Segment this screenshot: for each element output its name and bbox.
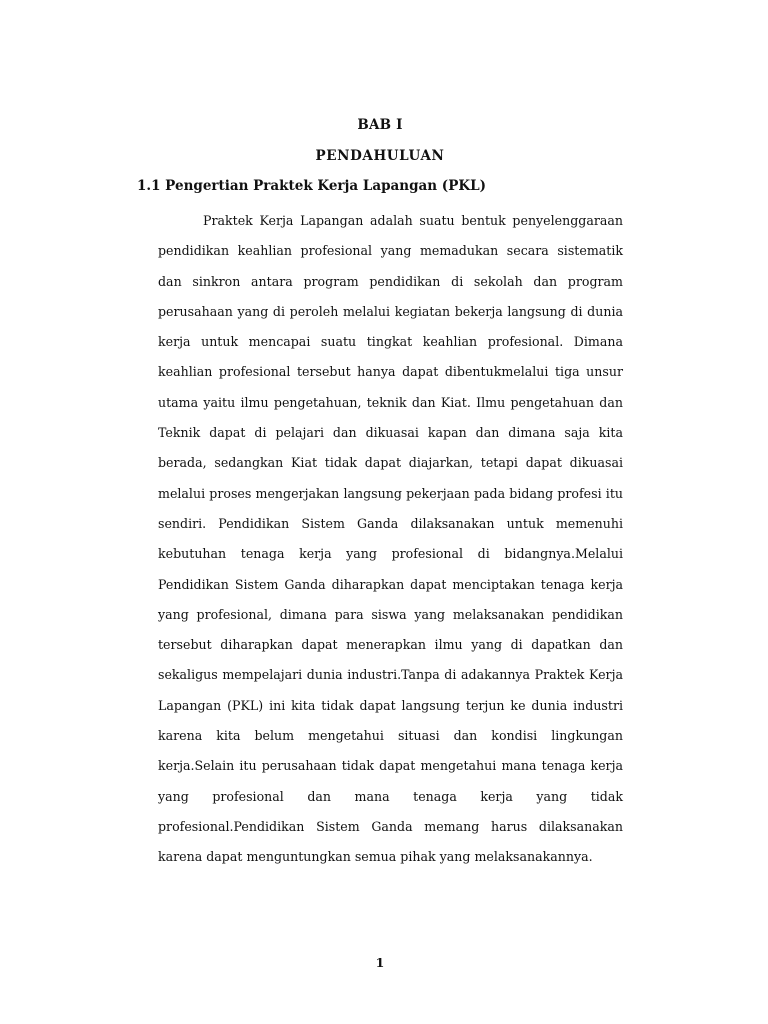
chapter-label: BAB I: [357, 117, 403, 133]
body-paragraph: Praktek Kerja Lapangan adalah suatu bentuk penyelenggaraan pendidikan keahlian profesional yang memadukan secara sistematik dan sinkron antara program pendidikan di sekolah dan program perusahaan yang di peroleh melalui kegiatan bekerja langsung di dunia kerja untuk mencapai suatu tingkat keahlian profesional. Dimana keahlian profesional tersebut hanya dapat dibentukmelalui tiga unsur utama yaitu ilmu pengetahuan, teknik dan Kiat. Ilmu pengetahuan dan Teknik dapat di pelajari dan dikuasai kapan dan dimana saja kita berada, sedangkan Kiat tidak dapat diajarkan, tetapi dapat dikuasai melalui proses mengerjakan langsung pekerjaan pada bidang profesi itu sendiri. Pendidikan Sistem Ganda dilaksanakan untuk memenuhi kebutuhan tenaga kerja yang profesional di bidangnya.Melalui Pendidikan Sistem Ganda diharapkan dapat menciptakan tenaga kerja yang profesional, dimana para siswa yang melaksanakan pendidikan tersebut diharapkan dapat menerapkan ilmu yang di dapatkan dan sekaligus mempelajari dunia industri.Tanpa di adakannya Praktek Kerja Lapangan (PKL) ini kita tidak dapat langsung terjun ke dunia industri karena kita belum mengetahui situasi dan kondisi lingkungan kerja.Selain itu perusahaan tidak dapat mengetahui mana tenaga kerja yang profesional dan mana tenaga kerja yang tidak profesional.Pendidikan Sistem Ganda memang harus dilaksanakan karena dapat menguntungkan semua pihak yang melaksanakannya.: [158, 213, 623, 865]
chapter-title: PENDAHULUAN: [315, 148, 445, 164]
page-number: 1: [375, 955, 385, 970]
section-heading: 1.1 Pengertian Praktek Kerja Lapangan (PKL): [137, 178, 486, 194]
